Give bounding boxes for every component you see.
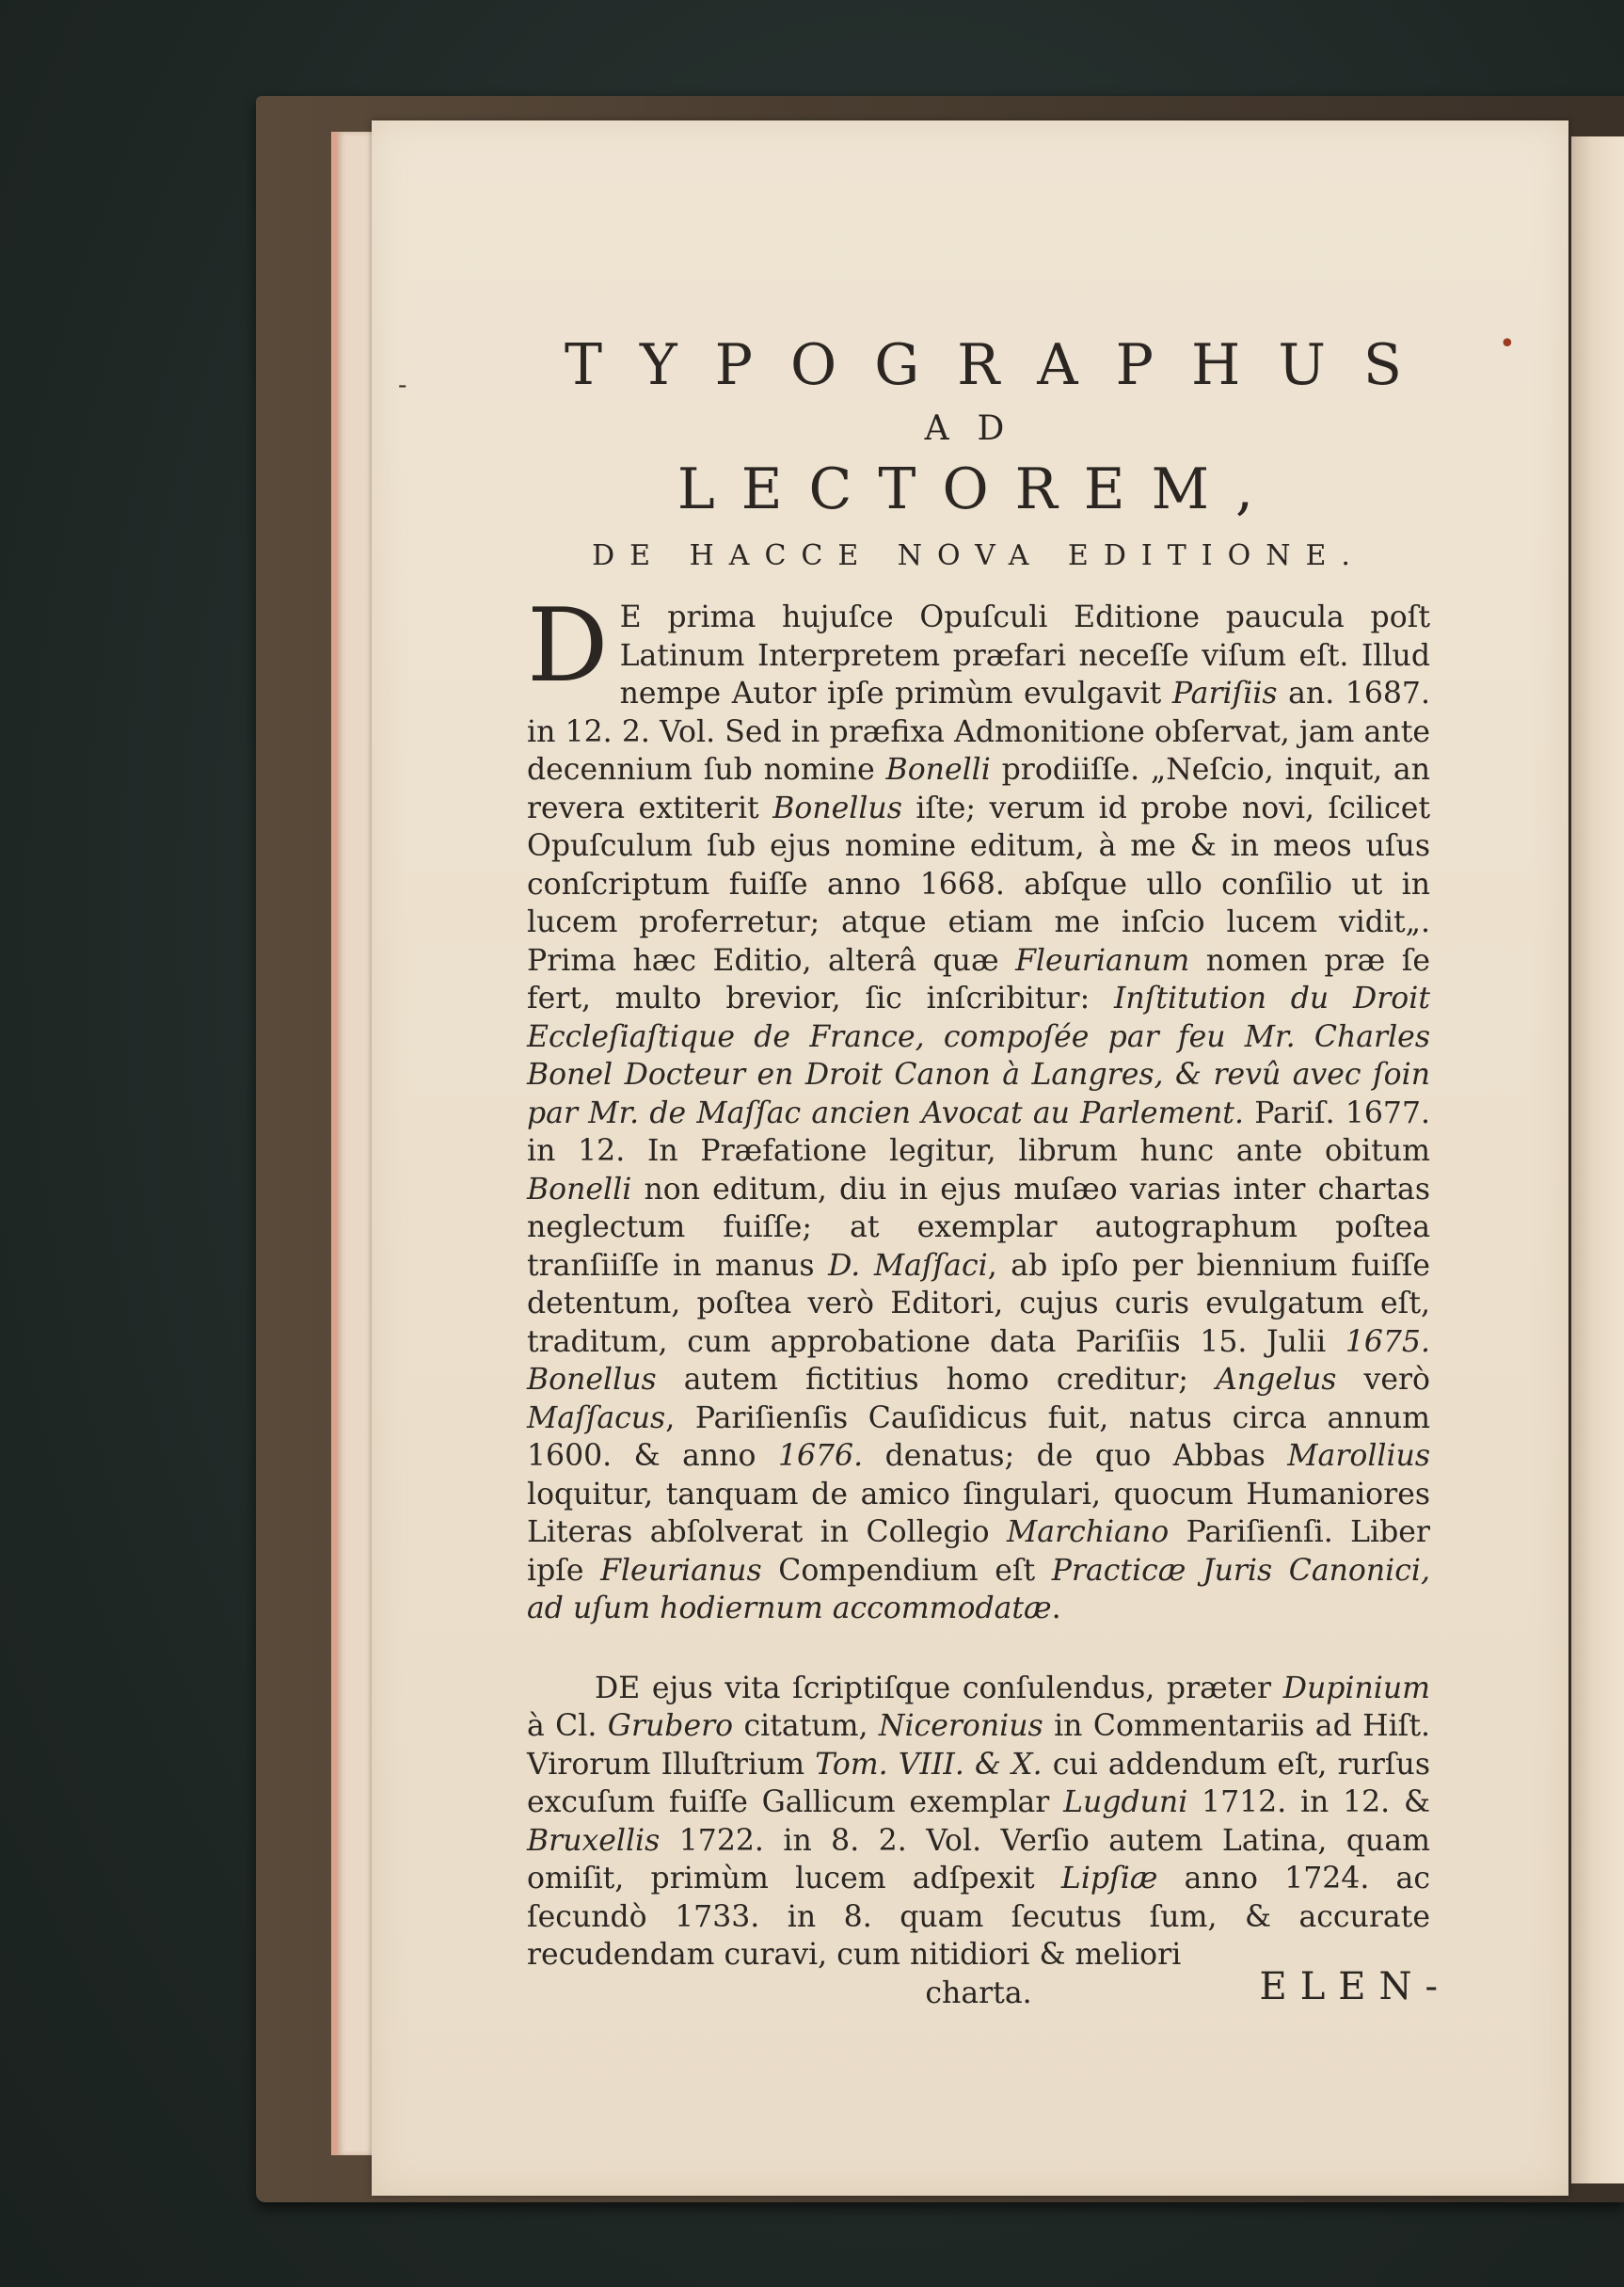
- title-typographus: TYPOGRAPHUS: [565, 332, 1440, 398]
- italic-run: Bonelli: [885, 753, 991, 787]
- text-run: prodiiſſe. „Neſcio, inquit, an revera extiterit: [527, 753, 1430, 825]
- text-run: anno 1724. ac ſecundò 1733. in 8. quam ſecutus ſum, & accurate recudendam curavi, cum nitidiori & meliori: [527, 1862, 1430, 1972]
- italic-run: Tom. VIII. & X.: [815, 1747, 1043, 1782]
- text-run: Compendium eſt: [761, 1553, 1052, 1588]
- next-page-edge: [1571, 136, 1624, 2183]
- italic-run: Lipſiæ: [1060, 1862, 1158, 1895]
- text-run: E prima hujuſce Opuſculi Editione paucula poſt Latinum Interpretem præfari neceſſe viſum eſt. Illud nempe Autor ipſe primùm evulgavit: [619, 600, 1430, 711]
- italic-run: 1675. Bonellus: [527, 1324, 1430, 1397]
- italic-run: D. Maſſaci: [828, 1248, 988, 1283]
- italic-run: Dupinium: [1282, 1671, 1430, 1705]
- text-run: à Cl.: [527, 1709, 608, 1743]
- italic-run: Marchiano: [1007, 1515, 1170, 1549]
- text-run: , ab ipſo per biennium fuiſſe detentum, poſtea verò Editori, cujus curis evulgatum eſt, traditum, cum approbatione data Pariſiis 15. Julii: [527, 1248, 1431, 1359]
- italic-run: Lugduni: [1063, 1785, 1188, 1819]
- title-lectorem: LECTOREM,: [677, 456, 1281, 522]
- italic-run: Fleurianum: [1015, 943, 1190, 978]
- italic-run: 1676.: [777, 1439, 864, 1473]
- italic-run: Fleurianus: [600, 1553, 762, 1588]
- text-run: verò: [1336, 1363, 1430, 1397]
- text-run: iſte; verum id probe novi, ſcilicet Opuſculum ſub ejus nomine editum, à me & in meos uſus conſcriptum fuiſſe anno 1668. abſque ullo conſilio ut in lucem proferretur; atque etiam me inſcio lucem vidit„. Prima hæc Editio, alterâ quæ: [527, 791, 1431, 978]
- text-run: non editum, diu in ejus muſæo varias inter chartas neglectum fuiſſe; at exemplar autographum poſtea tranſiiſſe in manus: [527, 1172, 1430, 1283]
- text-run: cui addendum eſt, rurſus excuſum fuiſſe Gallicum exemplar: [527, 1747, 1430, 1819]
- book-page: [372, 120, 1568, 2196]
- italic-run: Niceronius: [878, 1709, 1043, 1743]
- italic-run: Pariſiis: [1171, 677, 1278, 711]
- italic-run: Bonelli: [527, 1172, 632, 1207]
- italic-run: Maſſacus: [527, 1400, 666, 1435]
- italic-run: Grubero: [607, 1709, 734, 1743]
- text-run: in Commentariis ad Hiſt. Virorum Illuſtrium: [527, 1709, 1431, 1782]
- text-run: .: [1051, 1591, 1061, 1625]
- margin-dash-mark: -: [398, 369, 407, 400]
- text-run: , Pariſienſis Cauſidicus fuit, natus circa annum 1600. & anno: [527, 1400, 1430, 1473]
- text-run: 1712. in 12. &: [1187, 1785, 1430, 1819]
- italic-run: Marollius: [1287, 1439, 1431, 1473]
- text-run: Pariſienſi. Liber ipſe: [527, 1515, 1430, 1588]
- page-text-block: [527, 215, 1440, 2012]
- italic-run: Practicæ Juris Canonici, ad uſum hodiernum accommodatæ: [527, 1553, 1430, 1625]
- title-ad: AD: [924, 409, 1033, 448]
- italic-run: Bonellus: [772, 791, 902, 825]
- margin-dot-mark: •: [1499, 328, 1516, 360]
- text-run: an. 1687. in 12. 2. Vol. Sed in præfixa Admonitione obſervat, jam ante decennium ſub nomine: [527, 677, 1430, 787]
- italic-run: Inſtitution du Droit Eccleſiaſtique de France, compoſée par feu Mr. Charles Bonel Docteur en Droit Canon à Langres, & revû avec ſoin par Mr. de Maſſac ancien Avocat au Parlement.: [527, 982, 1430, 1130]
- text-run: citatum,: [733, 1709, 879, 1743]
- paragraph-1: [527, 587, 1431, 1628]
- text-run: autem fictitius homo creditur;: [656, 1363, 1217, 1397]
- paragraph-2: [527, 1670, 1430, 1975]
- text-run: DE ejus vita ſcriptiſque conſulendus, præter: [595, 1671, 1283, 1705]
- text-run: loquitur, tanquam de amico ſingulari, quocum Humaniores Literas abſolverat in Collegio: [527, 1477, 1430, 1549]
- italic-run: Bruxellis: [527, 1823, 661, 1858]
- subtitle: DE HACCE NOVA EDITIONE.: [592, 539, 1365, 572]
- text-run: denatus; de quo Abbas: [863, 1439, 1288, 1473]
- body-text: [527, 587, 1431, 2012]
- drop-cap: D: [527, 587, 609, 705]
- text-run: 1722. in 8. 2. Vol. Verſio autem Latina, quam omiſit, primùm lucem adſpexit: [527, 1823, 1430, 1895]
- text-run: nomen præ ſe fert, multo brevior, ſic inſcribitur:: [527, 943, 1430, 1016]
- text-run: Pariſ. 1677. in 12. In Præfatione legitur, librum hunc ante obitum: [527, 1096, 1430, 1168]
- catchword: ELEN-: [1259, 1965, 1451, 2008]
- closing-line: charta.: [925, 1975, 1032, 2010]
- italic-run: Angelus: [1216, 1363, 1337, 1397]
